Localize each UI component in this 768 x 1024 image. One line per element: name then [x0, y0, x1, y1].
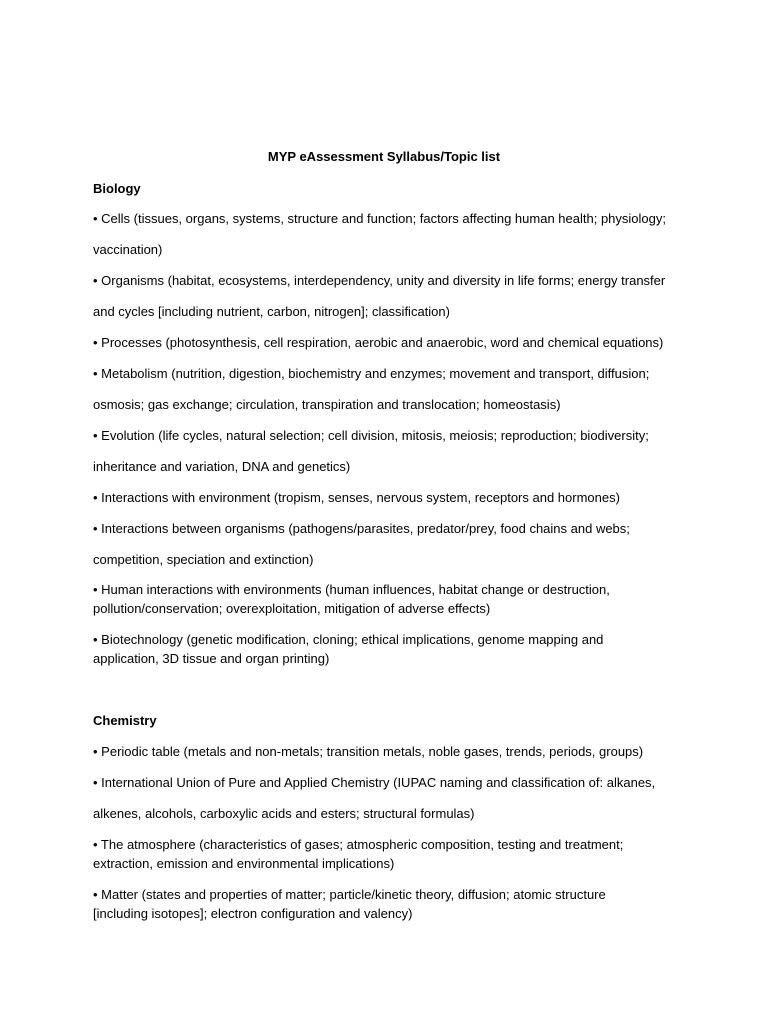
biology-line: pollution/conservation; overexploitation, mitigation of adverse effects)	[93, 601, 491, 616]
biology-heading: Biology	[93, 181, 141, 196]
biology-line: • Processes (photosynthesis, cell respiration, aerobic and anaerobic, word and chemical equations)	[93, 335, 664, 350]
chemistry-line: • The atmosphere (characteristics of gases; atmospheric composition, testing and treatment;	[93, 837, 624, 852]
chemistry-line: alkenes, alcohols, carboxylic acids and esters; structural formulas)	[93, 806, 475, 821]
biology-line: • Interactions with environment (tropism, senses, nervous system, receptors and hormones)	[93, 490, 620, 505]
biology-line: • Evolution (life cycles, natural selection; cell division, mitosis, meiosis; reproduction; biodiversity;	[93, 428, 649, 443]
biology-line: and cycles [including nutrient, carbon, nitrogen]; classification)	[93, 304, 450, 319]
chemistry-line: • Matter (states and properties of matter; particle/kinetic theory, diffusion; atomic structure	[93, 887, 606, 902]
biology-line: • Biotechnology (genetic modification, cloning; ethical implications, genome mapping and	[93, 632, 604, 647]
biology-line: • Organisms (habitat, ecosystems, interdependency, unity and diversity in life forms; energy transfer	[93, 273, 666, 288]
biology-line: competition, speciation and extinction)	[93, 552, 314, 567]
chemistry-heading: Chemistry	[93, 713, 157, 728]
chemistry-line: [including isotopes]; electron configuration and valency)	[93, 906, 413, 921]
biology-line: vaccination)	[93, 242, 163, 257]
document-title: MYP eAssessment Syllabus/Topic list	[267, 149, 501, 164]
chemistry-line: • International Union of Pure and Applied Chemistry (IUPAC naming and classification of: alkanes,	[93, 775, 656, 790]
biology-line: • Cells (tissues, organs, systems, structure and function; factors affecting human health; physiology;	[93, 211, 666, 226]
biology-line: • Metabolism (nutrition, digestion, biochemistry and enzymes; movement and transport, diffusion;	[93, 366, 650, 381]
biology-line: osmosis; gas exchange; circulation, transpiration and translocation; homeostasis)	[93, 397, 561, 412]
biology-line: • Human interactions with environments (human influences, habitat change or destruction,	[93, 582, 610, 597]
chemistry-line: • Periodic table (metals and non-metals; transition metals, noble gases, trends, periods, groups)	[93, 744, 644, 759]
biology-line: • Interactions between organisms (pathogens/parasites, predator/prey, food chains and webs;	[93, 521, 630, 536]
chemistry-line: extraction, emission and environmental implications)	[93, 856, 395, 871]
biology-line: inheritance and variation, DNA and genetics)	[93, 459, 351, 474]
biology-line: application, 3D tissue and organ printing)	[93, 651, 330, 666]
